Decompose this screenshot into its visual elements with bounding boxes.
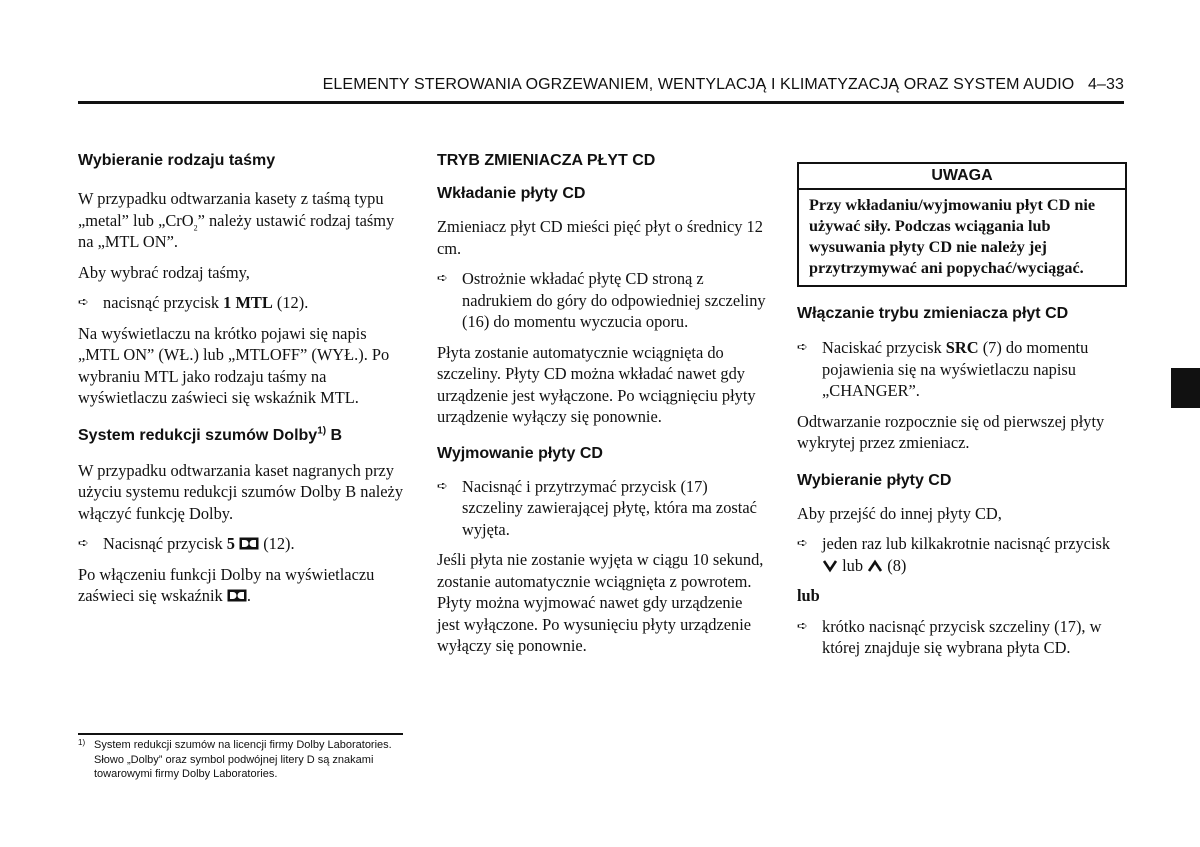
heading-eject-cd: Wyjmowanie płyty CD: [437, 444, 603, 462]
bullet-eject: ➪ Nacisnąć i przytrzymać przycisk (17) szczeliny zawierającej płytę, która ma zostać wyjęta.: [437, 476, 757, 539]
arrow-right-icon: ➪: [78, 536, 89, 551]
select-cd-paragraph: Aby przejść do innej płyty CD,: [797, 503, 1002, 523]
or-separator: lub: [797, 586, 820, 605]
running-header: [78, 76, 1124, 98]
bullet-select-buttons: ➪ jeden raz lub kilkakrotnie nacisnąć przycisk lub (8): [797, 534, 1111, 575]
page-number: 4–33: [1088, 76, 1124, 93]
footnote-number: 1): [78, 738, 86, 747]
arrow-right-icon: ➪: [797, 618, 808, 634]
dolby-paragraph: W przypadku odtwarzania kaset nagranych przy użyciu systemu redukcji szumów Dolby B należy włączyć funkcję Dolby.: [78, 460, 404, 523]
heading-cd-changer-mode: TRYB ZMIENIACZA PŁYT CD: [437, 152, 656, 169]
column-right: [797, 162, 1127, 659]
header-rule: [78, 101, 1124, 104]
chevron-up-icon: [867, 559, 883, 573]
heading-changer-on: Włączanie trybu zmieniacza płyt CD: [797, 305, 1069, 322]
footnote: [78, 738, 408, 782]
bullet-insert: ➪ Ostrożnie wkładać płytę CD stroną z nadrukiem do góry do odpowiedniej szczeliny (16) do momentu wyczucia oporu.: [437, 269, 766, 331]
dolby-indicator-paragraph: Po włączeniu funkcji Dolby na wyświetlaczu zaświeci się wskaźnik .: [78, 564, 375, 605]
bullet-dolby: ➪ Nacisnąć przycisk 5 (12).: [78, 534, 295, 553]
playback-start-paragraph: Odtwarzanie rozpocznie się od pierwszej płyty wykrytej przez zmieniacz.: [797, 411, 1105, 452]
arrow-right-icon: ➪: [797, 340, 808, 355]
heading-dolby: System redukcji szumów Dolby$^{1)}$ B: [78, 425, 343, 444]
heading-tape-type: Wybieranie rodzaju taśmy: [78, 152, 276, 169]
header-title: ELEMENTY STEROWANIA OGRZEWANIEM, WENTYLACJĄ I KLIMATYZACJĄ ORAZ SYSTEM AUDIO: [322, 76, 1075, 93]
column-middle: [437, 150, 767, 657]
footnote-text: System redukcji szumów na licencji firmy Dolby Laboratories. Słowo „Dolby” oraz symbol podwójnej litery D są znakami towarowymi firmy Dolby Laboratories.: [94, 739, 392, 781]
bullet-mtl: ➪ nacisnąć przycisk 1 MTL (12).: [78, 293, 309, 312]
arrow-right-icon: ➪: [78, 295, 89, 310]
tape-type-instruction: Aby wybrać rodzaj taśmy,: [78, 262, 250, 282]
changer-capacity-paragraph: Zmieniacz płyt CD mieści pięć płyt o średnicy 12 cm.: [437, 217, 763, 258]
chapter-tab-marker: [1171, 368, 1200, 408]
footnote-rule: [78, 733, 403, 735]
heading-select-cd: Wybieranie płyty CD: [797, 471, 952, 489]
bullet-src: ➪ Naciskać przycisk SRC (7) do momentu pojawienia się na wyświetlaczu napisu „CHANGER”.: [797, 338, 1089, 400]
dolby-double-d-icon: [227, 589, 247, 602]
arrow-right-icon: ➪: [437, 271, 448, 286]
heading-insert-cd: Wkładanie płyty CD: [437, 185, 586, 202]
auto-insert-paragraph: Płyta zostanie automatycznie wciągnięta do szczeliny. Płyty CD można wkładać nawet gdy urządzenie jest wyłączone. Po wciągnięciu płyty urządzenie wyłączy się ponownie.: [437, 342, 756, 426]
bullet-slot-button: ➪ krótko nacisnąć przycisk szczeliny (17), w której znajduje się wybrana płyta CD.: [797, 616, 1102, 657]
warning-box: [797, 162, 1127, 287]
warning-title: UWAGA: [799, 164, 1125, 190]
chevron-down-icon: [822, 559, 838, 573]
mtl-display-paragraph: Na wyświetlaczu na krótko pojawi się napis „MTL ON” (WŁ.) lub „MTLOFF” (WYŁ.). Po wybraniu MTL jako rodzaju taśmy na wyświetlaczu zaświeci się wskaźnik MTL.: [78, 323, 390, 407]
column-left: [78, 150, 410, 607]
auto-retract-paragraph: Jeśli płyta nie zostanie wyjęta w ciągu 10 sekund, zostanie automatycznie wciągnięta z powrotem. Płyty można wyjmować nawet gdy urządzenie jest wyłączone. Po wysunięciu płyty urządzenie wyłączy się ponownie.: [437, 550, 764, 655]
tape-type-paragraph: W przypadku odtwarzania kasety z taśmą typu „metal” lub „CrO$_2$” należy ustawić rodzaj taśmy na „MTL ON”.: [78, 189, 395, 251]
warning-text: Przy wkładaniu/wyjmowaniu płyt CD nie używać siły. Podczas wciągania lub wysuwania płyty CD nie należy jej przytrzymywać ani popychać/wyciągać.: [809, 196, 1096, 277]
arrow-right-icon: ➪: [797, 536, 808, 551]
arrow-right-icon: ➪: [437, 478, 448, 494]
dolby-double-d-icon: [239, 537, 259, 550]
